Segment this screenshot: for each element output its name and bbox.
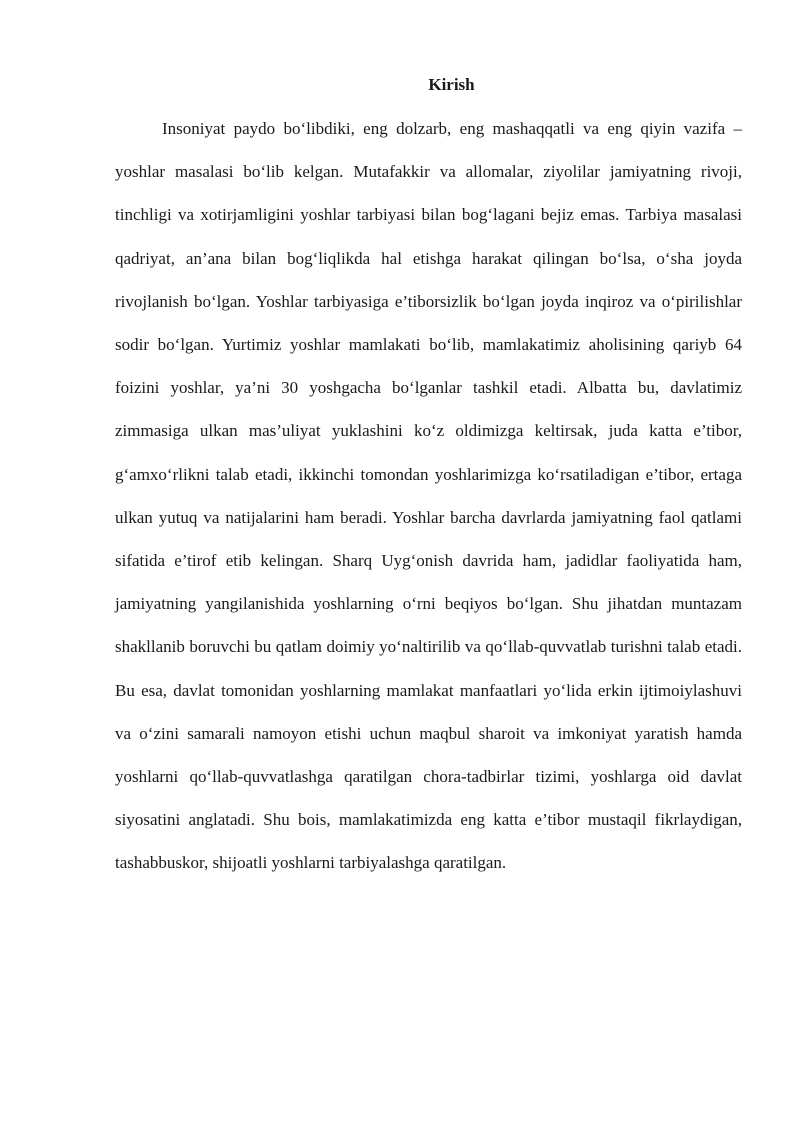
body-paragraph: Insoniyat paydo bo‘libdiki, eng dolzarb, eng mashaqqatli va eng qiyin vazifa – yoshlar masalasi bo‘lib kelgan. Mutafakkir va allomalar, ziyolilar jamiyatning rivoji, tinchligi va xotirjamligini yoshlar tarbiyasi bilan bog‘lagani bejiz emas. Tarbiya masalasi qadriyat, an’ana bilan bog‘liqlikda hal etishga harakat qilingan bo‘lsa, o‘sha joyda rivojlanish bo‘lgan. Yoshlar tarbiyasiga e’tiborsizlik bo‘lgan joyda inqiroz va o‘pirilishlar sodir bo‘lgan. Yurtimiz yoshlar mamlakati bo‘lib, mamlakatimiz aholisining qariyb 64 foizini yoshlar, ya’ni 30 yoshgacha bo‘lganlar tashkil etadi. Albatta bu, davlatimiz zimmasiga ulkan mas’uliyat yuklashini ko‘z oldimizga keltirsak, juda katta e’tibor, g‘amxo‘rlikni talab etadi, ikkinchi tomondan yoshlarimizga ko‘rsatiladigan e’tibor, ertaga ulkan yutuq va natijalarini ham beradi. Yoshlar barcha davrlarda jamiyatning faol qatlami sifatida e’tirof etib kelingan. Sharq Uyg‘onish davrida ham, jadidlar faoliyatida ham, jamiyatning yangilanishida yoshlarning o‘rni beqiyos bo‘lgan. Shu jihatdan muntazam shakllanib boruvchi bu qatlam doimiy yo‘naltirilib va qo‘llab-quvvatlab turishni talab etadi. Bu esa, davlat tomonidan yoshlarning mamlakat manfaatlari yo‘lida erkin ijtimoiylashuvi va o‘zini samarali namoyon etishi uchun maqbul sharoit va imkoniyat yaratish hamda yoshlarni qo‘llab-quvvatlashga qaratilgan chora-tadbirlar tizimi, yoshlarga oid davlat siyosatini anglatadi. Shu bois, mamlakatimizda eng katta e’tibor mustaqil fikrlaydigan, tashabbuskor, shijoatli yoshlarni tarbiyalashga qaratilgan. <box>115 119 742 873</box>
document-page <box>115 72 742 885</box>
section-title: Kirish <box>428 75 475 94</box>
